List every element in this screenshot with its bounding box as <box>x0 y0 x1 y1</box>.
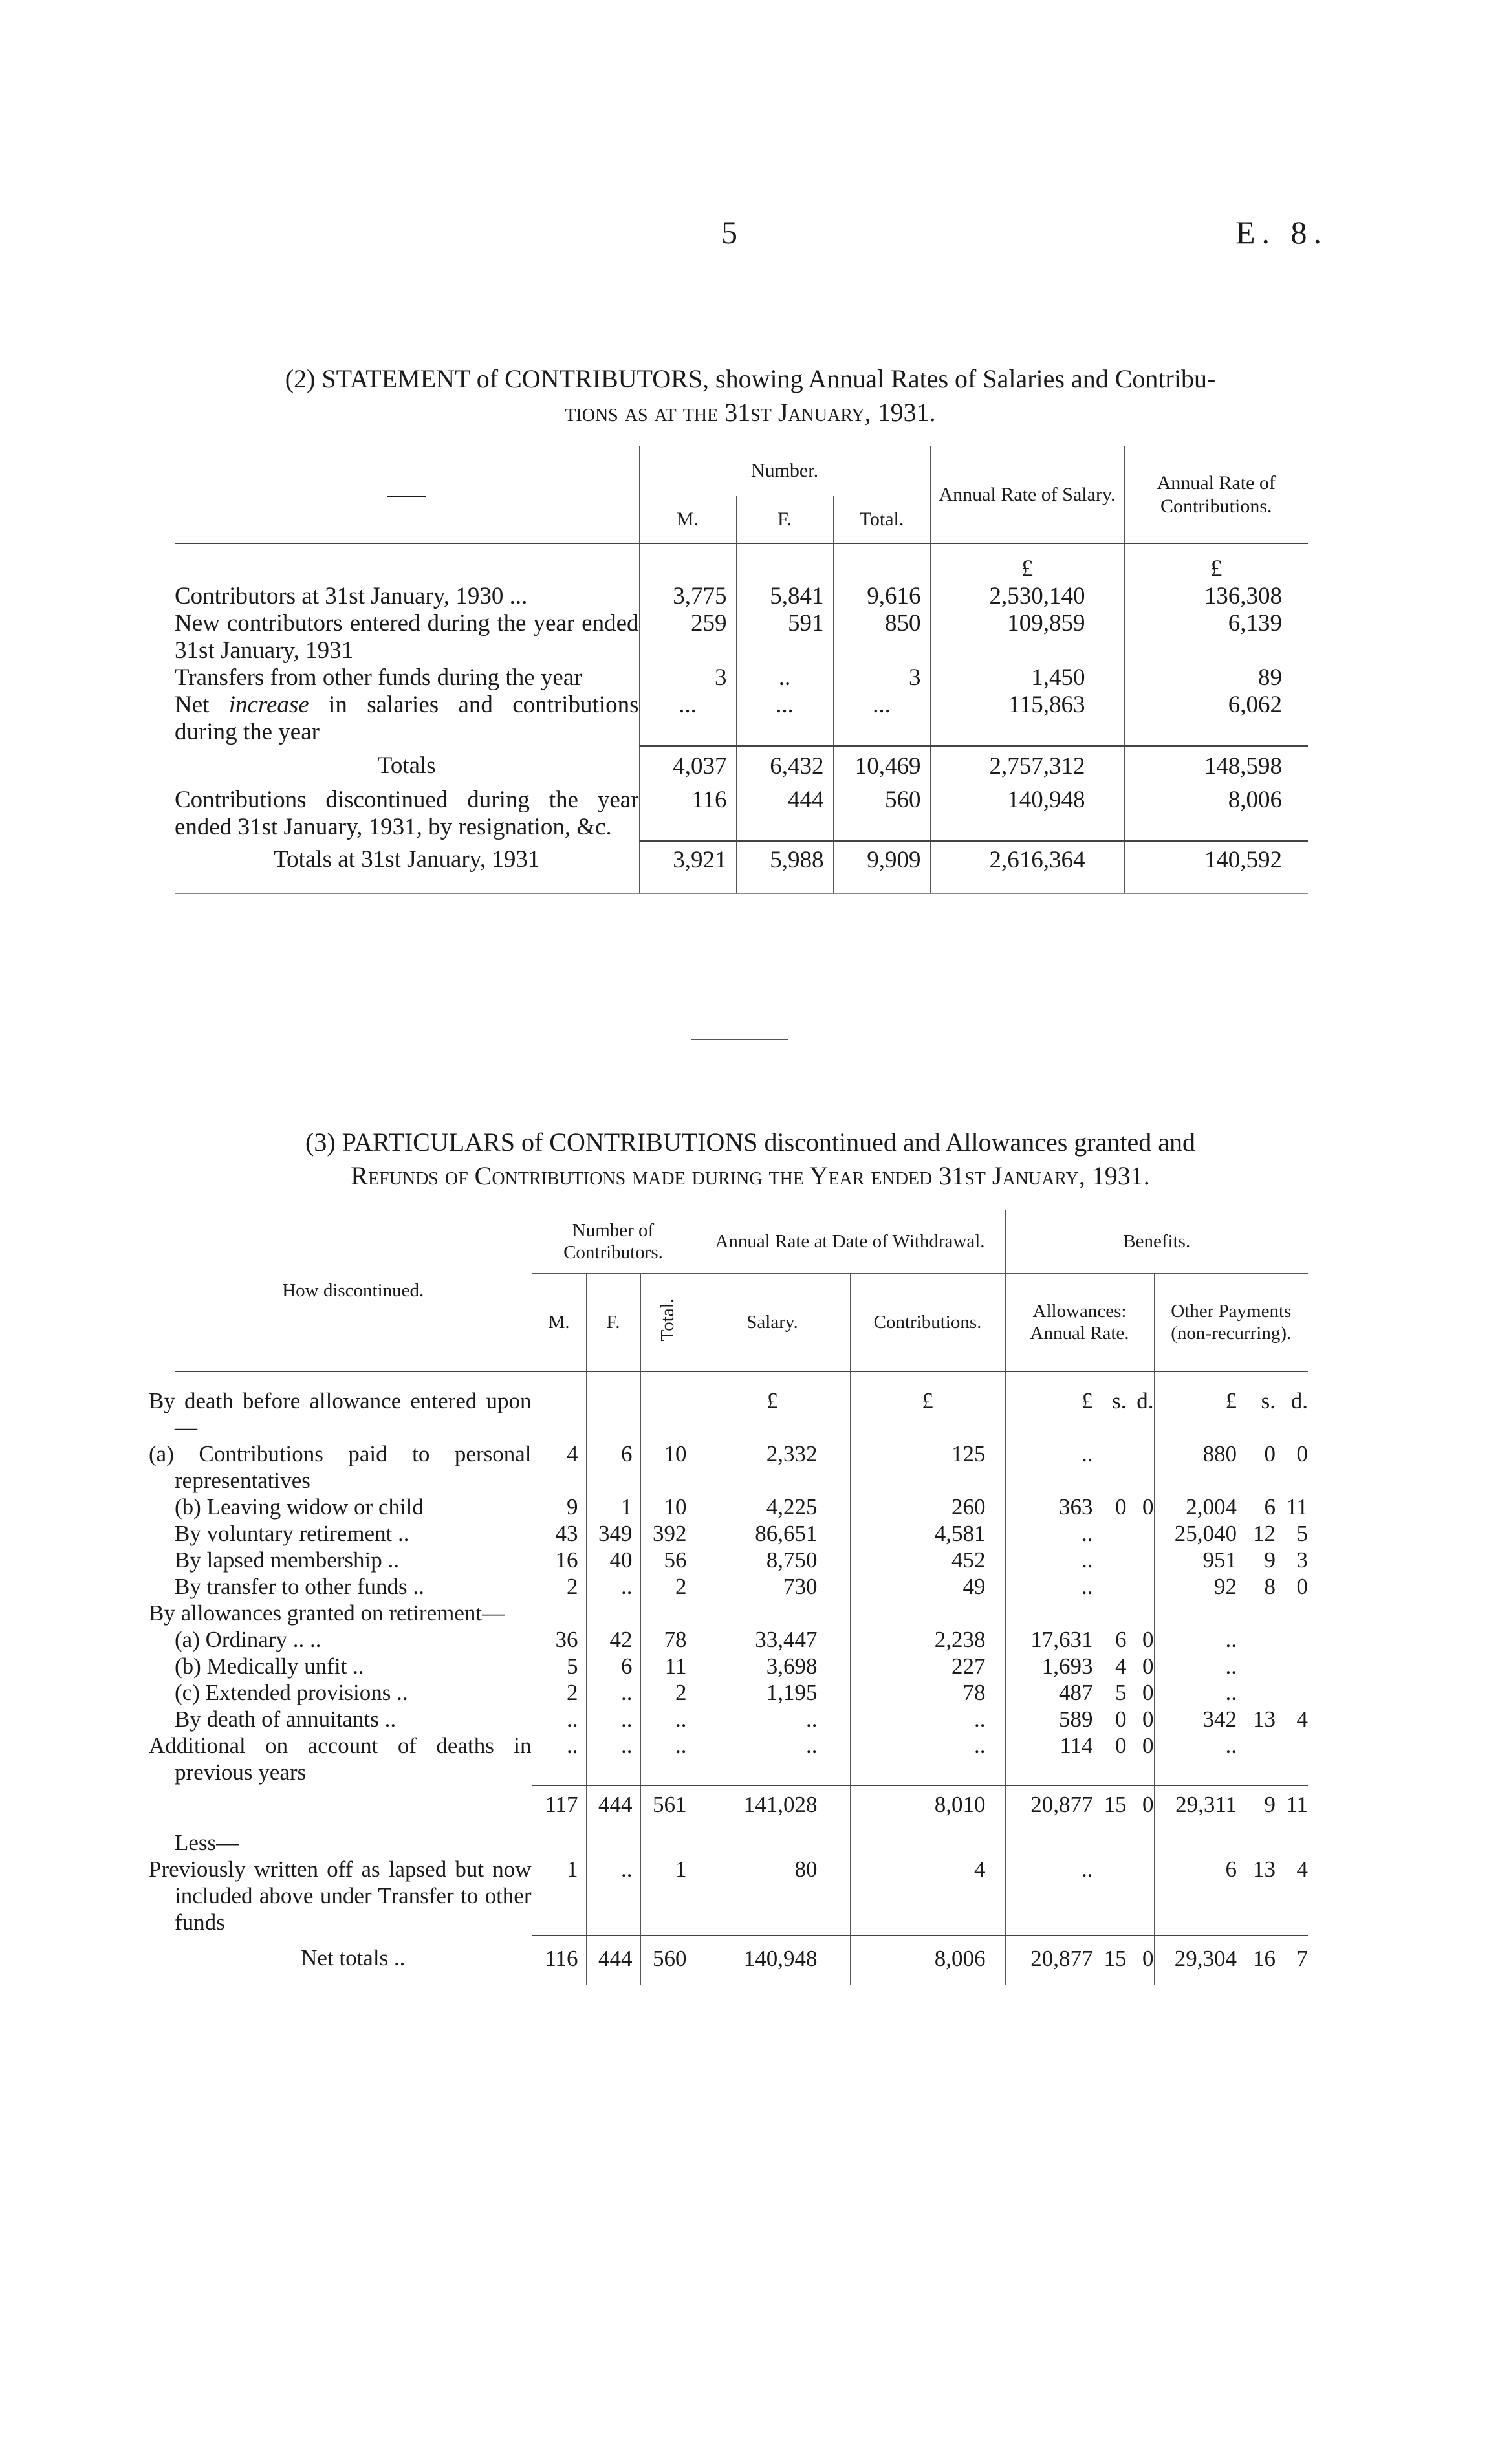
table-row <box>175 692 1308 746</box>
female-count: 591 <box>736 610 833 664</box>
totals-label: Totals <box>377 752 436 779</box>
contributions-value: 136,308 <box>1124 583 1308 610</box>
row-label: Net totals .. <box>175 1935 532 1985</box>
salary-value <box>695 1600 850 1626</box>
table-row <box>175 1679 1308 1706</box>
total-count: 9,616 <box>833 583 930 610</box>
contributions-value: 6,139 <box>1124 610 1308 664</box>
row-label: (a) Contributions paid to personal representatives <box>149 1441 532 1493</box>
total-count: 3 <box>833 664 930 692</box>
other-payment-amount: 880 0 0 <box>1154 1441 1308 1494</box>
less-row <box>175 1856 1308 1935</box>
male-count: .. <box>532 1706 586 1732</box>
allowance-amount: 589 0 0 <box>1005 1706 1154 1732</box>
contributions-value: .. <box>850 1732 1005 1785</box>
contributions-column-header: Annual Rate of Contributions. <box>1124 446 1308 543</box>
female-count: 42 <box>586 1626 640 1653</box>
total-count: 10,469 <box>833 746 930 787</box>
statement-2-title-line-2: tions as at the 31st January, 1931. <box>565 398 936 427</box>
salary-value: 86,651 <box>695 1520 850 1547</box>
allowances-unit: £ s. d. <box>1005 1371 1154 1441</box>
total-count: 2 <box>640 1679 695 1706</box>
table-row <box>175 664 1308 692</box>
blank-column-header: —— <box>175 446 639 543</box>
row-label: Previously written off as lapsed but now included above under Transfer to other funds <box>149 1857 532 1935</box>
total-column-header: Total. <box>640 1274 695 1372</box>
contributors-statement-table <box>175 446 1308 894</box>
net-totals-row <box>175 1935 1308 1985</box>
less-label: Less— <box>175 1830 239 1855</box>
salary-value: 80 <box>695 1856 850 1935</box>
allowance-amount: .. <box>1005 1573 1154 1600</box>
allowance-amount: 20,877 15 0 <box>1005 1935 1154 1985</box>
salary-column-header: Salary. <box>695 1274 850 1372</box>
particulars-3-title-line-1: (3) PARTICULARS of CONTRIBUTIONS discontinued and Allowances granted and <box>305 1128 1195 1157</box>
female-column-header: F. <box>736 496 833 544</box>
salary-value: 1,450 <box>930 664 1124 692</box>
allowance-amount: 363 0 0 <box>1005 1494 1154 1520</box>
allowance-amount: 17,631 6 0 <box>1005 1626 1154 1653</box>
total-column-header: Total. <box>833 496 930 544</box>
female-count: 5,988 <box>736 841 833 894</box>
contributions-value: 140,592 <box>1124 841 1308 894</box>
female-count: 6 <box>586 1653 640 1679</box>
table-row <box>175 610 1308 664</box>
total-count: 9,909 <box>833 841 930 894</box>
unit-row <box>175 1371 1308 1441</box>
total-count: 78 <box>640 1626 695 1653</box>
other-payment-amount: .. <box>1154 1732 1308 1785</box>
salary-unit: £ <box>930 543 1124 583</box>
salary-value: .. <box>695 1706 850 1732</box>
other-payment-amount: 951 9 3 <box>1154 1547 1308 1573</box>
salary-value: 140,948 <box>695 1935 850 1985</box>
female-count: 349 <box>586 1520 640 1547</box>
male-count: 117 <box>532 1785 586 1823</box>
other-payment-amount <box>1154 1600 1308 1626</box>
other-payment-amount: 25,040 12 5 <box>1154 1520 1308 1547</box>
table-row <box>175 1706 1308 1732</box>
table-row <box>175 1653 1308 1679</box>
female-count: 1 <box>586 1494 640 1520</box>
allowance-amount: 487 5 0 <box>1005 1679 1154 1706</box>
number-group-header: Number. <box>639 446 930 496</box>
female-count: 6,432 <box>736 746 833 787</box>
allowances-column-header: Allowances: Annual Rate. <box>1005 1274 1154 1372</box>
row-label: By voluntary retirement .. <box>175 1521 409 1546</box>
contributions-value: 452 <box>850 1547 1005 1573</box>
male-count: 2 <box>532 1679 586 1706</box>
salary-value: 3,698 <box>695 1653 850 1679</box>
allowance-amount: .. <box>1005 1856 1154 1935</box>
other-payment-amount: 92 8 0 <box>1154 1573 1308 1600</box>
salary-value: 1,195 <box>695 1679 850 1706</box>
table-row <box>175 1573 1308 1600</box>
contributions-value <box>850 1600 1005 1626</box>
statement-2-title <box>155 362 1345 430</box>
female-count: .. <box>586 1679 640 1706</box>
table-row <box>175 1732 1308 1785</box>
other-payment-amount: 2,004 6 11 <box>1154 1494 1308 1520</box>
row-label: By lapsed membership .. <box>175 1547 400 1573</box>
contributions-value: 148,598 <box>1124 746 1308 787</box>
salary-value: 8,750 <box>695 1547 850 1573</box>
totals-row <box>175 746 1308 787</box>
allowance-amount: .. <box>1005 1441 1154 1494</box>
contributions-value: 78 <box>850 1679 1005 1706</box>
contributions-unit: £ <box>1124 543 1308 583</box>
salary-value: 730 <box>695 1573 850 1600</box>
female-count: 444 <box>586 1785 640 1823</box>
row-label: (b) Medically unfit .. <box>175 1653 364 1679</box>
allowance-amount: .. <box>1005 1547 1154 1573</box>
male-count: .. <box>532 1732 586 1785</box>
male-count <box>532 1600 586 1626</box>
salary-value: 2,616,364 <box>930 841 1124 894</box>
discontinued-contributions-table <box>149 1210 1309 1985</box>
total-count: 560 <box>833 787 930 841</box>
female-column-header: F. <box>586 1274 640 1372</box>
salary-value: 2,332 <box>695 1441 850 1494</box>
table-row <box>175 787 1308 841</box>
male-count: 3,775 <box>639 583 736 610</box>
table-row <box>175 1626 1308 1653</box>
male-count: ... <box>639 692 736 746</box>
salary-value: 109,859 <box>930 610 1124 664</box>
salary-value: 4,225 <box>695 1494 850 1520</box>
male-count: 5 <box>532 1653 586 1679</box>
contributions-value: 6,062 <box>1124 692 1308 746</box>
contributions-value: 2,238 <box>850 1626 1005 1653</box>
total-count: 850 <box>833 610 930 664</box>
row-label: Net increase in salaries and contributions during the year <box>175 692 639 745</box>
table-row <box>175 583 1308 610</box>
male-count: 9 <box>532 1494 586 1520</box>
row-label: New contributors entered during the year ended 31st January, 1931 <box>175 610 639 664</box>
female-count: .. <box>586 1706 640 1732</box>
total-count: 10 <box>640 1441 695 1494</box>
total-count: 2 <box>640 1573 695 1600</box>
contributions-value: 89 <box>1124 664 1308 692</box>
salary-value: 33,447 <box>695 1626 850 1653</box>
male-count: 3,921 <box>639 841 736 894</box>
less-label-row <box>175 1823 1308 1856</box>
final-totals-label: Totals at 31st January, 1931 <box>175 841 639 894</box>
document-reference: E. 8. <box>1235 214 1329 250</box>
total-count <box>640 1600 695 1626</box>
contributions-value: 227 <box>850 1653 1005 1679</box>
other-payments-unit: £ s. d. <box>1154 1371 1308 1441</box>
male-count: 16 <box>532 1547 586 1573</box>
female-count: 40 <box>586 1547 640 1573</box>
other-payments-column-header: Other Payments (non-recurring). <box>1154 1274 1308 1372</box>
row-label: (b) Leaving widow or child <box>175 1494 424 1520</box>
salary-value: 115,863 <box>930 692 1124 746</box>
contributions-value: 260 <box>850 1494 1005 1520</box>
male-column-header: M. <box>639 496 736 544</box>
row-label: By allowances granted on retirement— <box>149 1600 505 1626</box>
particulars-3-title-line-2: Refunds of Contributions made during the Year ended 31st January, 1931. <box>351 1161 1150 1190</box>
page-number: 5 <box>721 214 737 250</box>
female-count: .. <box>586 1732 640 1785</box>
female-count: ... <box>736 692 833 746</box>
total-count: 10 <box>640 1494 695 1520</box>
benefits-header: Benefits. <box>1005 1210 1308 1274</box>
salary-value: 141,028 <box>695 1785 850 1823</box>
total-count: 56 <box>640 1547 695 1573</box>
male-count: 3 <box>639 664 736 692</box>
row-label: By transfer to other funds .. <box>175 1574 424 1599</box>
male-count: 2 <box>532 1573 586 1600</box>
other-payment-amount: 29,304 16 7 <box>1154 1935 1308 1985</box>
contributions-value: 125 <box>850 1441 1005 1494</box>
female-count: .. <box>736 664 833 692</box>
row-label: Contributions discontinued during the year ended 31st January, 1931, by resignation, &c. <box>175 787 639 840</box>
contributions-value: 49 <box>850 1573 1005 1600</box>
contributions-value: 4 <box>850 1856 1005 1935</box>
female-count: 5,841 <box>736 583 833 610</box>
row-label: Transfers from other funds during the year <box>175 664 582 691</box>
particulars-3-title <box>155 1126 1345 1193</box>
contributions-value: 8,006 <box>1124 787 1308 841</box>
male-count: 36 <box>532 1626 586 1653</box>
other-payment-amount: 342 13 4 <box>1154 1706 1308 1732</box>
row-label: By death of annuitants .. <box>175 1706 397 1732</box>
salary-value: 140,948 <box>930 787 1124 841</box>
contributions-unit: £ <box>850 1371 1005 1441</box>
final-totals-row <box>175 841 1308 894</box>
allowance-amount: .. <box>1005 1520 1154 1547</box>
salary-value: 2,530,140 <box>930 583 1124 610</box>
table-row <box>175 1600 1308 1626</box>
total-count: 392 <box>640 1520 695 1547</box>
other-payment-amount: .. <box>1154 1679 1308 1706</box>
row-label: Contributors at 31st January, 1930 ... <box>175 583 528 609</box>
contributions-column-header: Contributions. <box>850 1274 1005 1372</box>
section-divider <box>691 1039 788 1040</box>
contributions-value: 8,006 <box>850 1935 1005 1985</box>
salary-column-header: Annual Rate of Salary. <box>930 446 1124 543</box>
contributions-value: 4,581 <box>850 1520 1005 1547</box>
female-count <box>586 1600 640 1626</box>
male-count: 4,037 <box>639 746 736 787</box>
allowance-amount <box>1005 1600 1154 1626</box>
other-payment-amount: 29,311 9 11 <box>1154 1785 1308 1823</box>
salary-unit: £ <box>695 1371 850 1441</box>
table-row <box>175 1547 1308 1573</box>
male-count: 1 <box>532 1856 586 1935</box>
table-row <box>175 1441 1308 1494</box>
female-count: 6 <box>586 1441 640 1494</box>
male-count: 4 <box>532 1441 586 1494</box>
male-count: 116 <box>639 787 736 841</box>
female-count: .. <box>586 1856 640 1935</box>
salary-value: 2,757,312 <box>930 746 1124 787</box>
female-count: 444 <box>736 787 833 841</box>
male-count: 116 <box>532 1935 586 1985</box>
total-count: .. <box>640 1732 695 1785</box>
contributions-value: .. <box>850 1706 1005 1732</box>
allowance-amount: 1,693 4 0 <box>1005 1653 1154 1679</box>
table-row <box>175 1520 1308 1547</box>
female-count: 444 <box>586 1935 640 1985</box>
contributions-value: 8,010 <box>850 1785 1005 1823</box>
number-of-contributors-header: Number of Contributors. <box>532 1210 695 1274</box>
unit-row <box>175 543 1308 583</box>
allowance-amount: 20,877 15 0 <box>1005 1785 1154 1823</box>
other-payment-amount: 6 13 4 <box>1154 1856 1308 1935</box>
total-count: 560 <box>640 1935 695 1985</box>
other-payment-amount: .. <box>1154 1653 1308 1679</box>
annual-rate-header: Annual Rate at Date of Withdrawal. <box>695 1210 1005 1274</box>
row-label: Additional on account of deaths in previous years <box>149 1733 532 1785</box>
salary-value: .. <box>695 1732 850 1785</box>
total-count: 561 <box>640 1785 695 1823</box>
total-count: ... <box>833 692 930 746</box>
total-count: .. <box>640 1706 695 1732</box>
total-count: 11 <box>640 1653 695 1679</box>
male-column-header: M. <box>532 1274 586 1372</box>
statement-2-title-line-1: (2) STATEMENT of CONTRIBUTORS, showing Annual Rates of Salaries and Contribu- <box>285 364 1216 393</box>
how-discontinued-header: How discontinued. <box>175 1210 532 1371</box>
row-label: By death before allowance entered upon— <box>149 1388 532 1440</box>
allowance-amount: 114 0 0 <box>1005 1732 1154 1785</box>
subtotal-row <box>175 1785 1308 1823</box>
row-label: (a) Ordinary .. .. <box>175 1627 321 1652</box>
male-count: 259 <box>639 610 736 664</box>
other-payment-amount: .. <box>1154 1626 1308 1653</box>
male-count: 43 <box>532 1520 586 1547</box>
total-count: 1 <box>640 1856 695 1935</box>
female-count: .. <box>586 1573 640 1600</box>
table-row <box>175 1494 1308 1520</box>
row-label: (c) Extended provisions .. <box>175 1680 408 1705</box>
row-label <box>175 1785 532 1823</box>
